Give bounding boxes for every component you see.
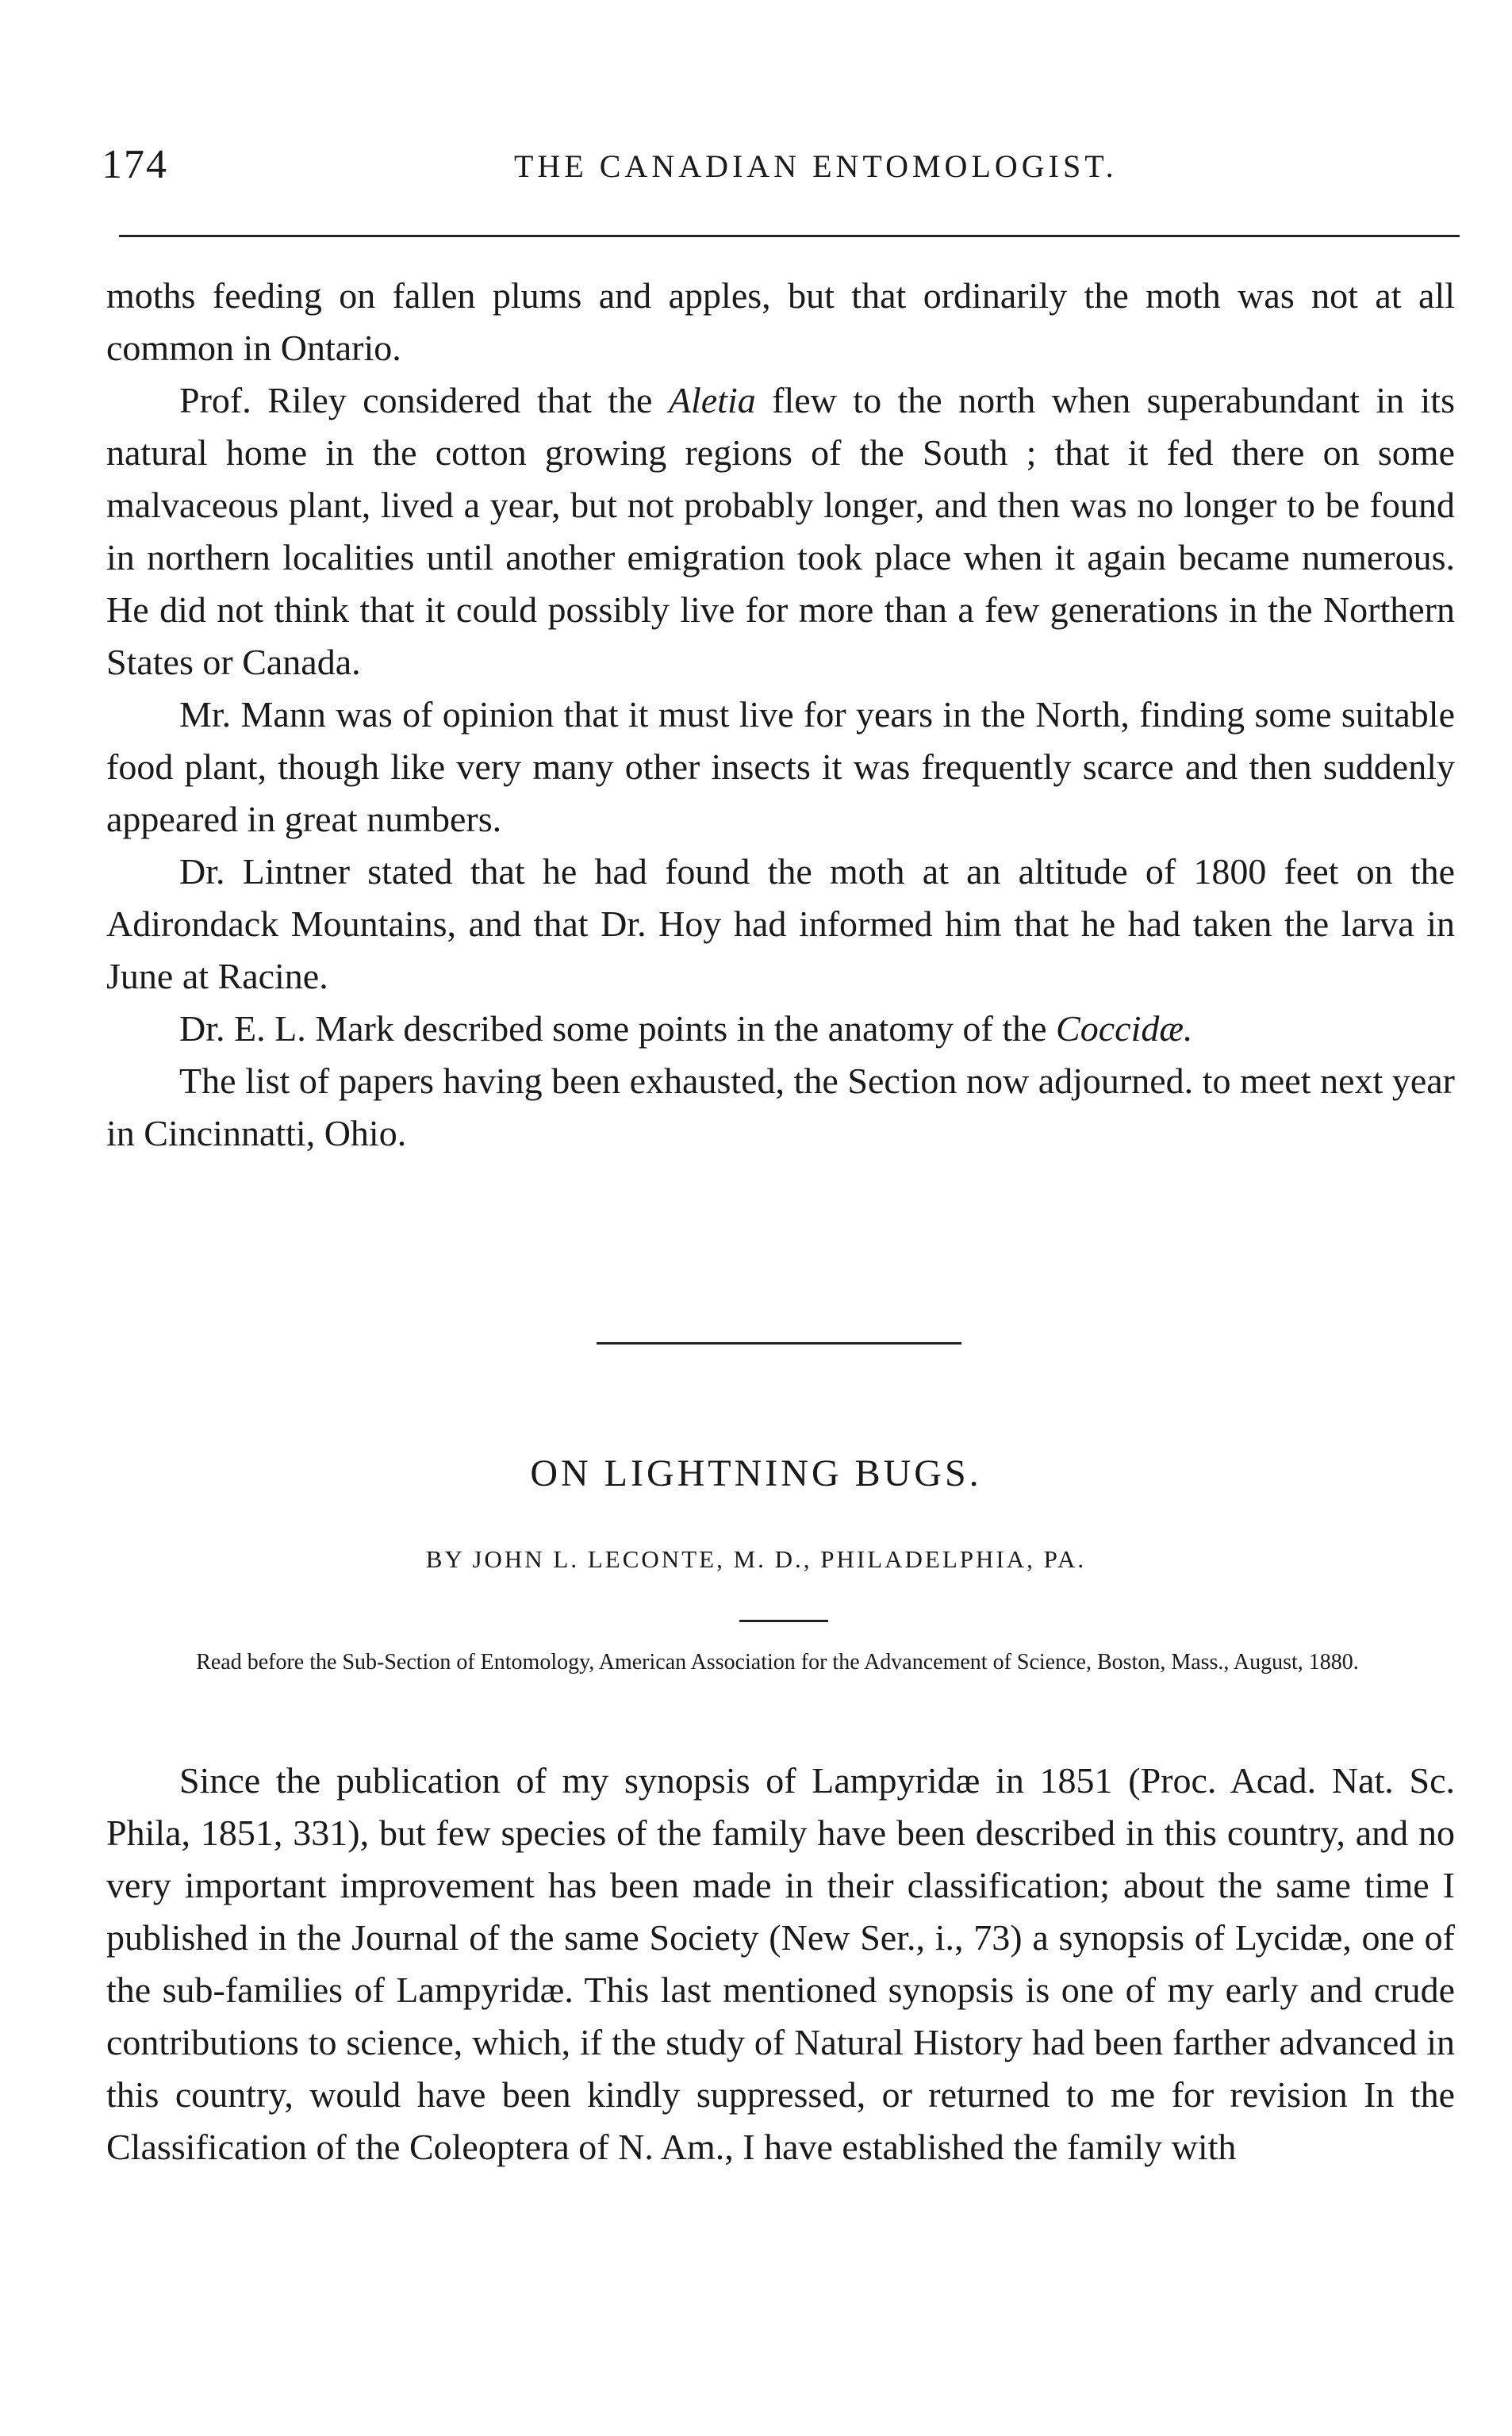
italic-term: Coccidæ. — [1056, 1008, 1193, 1049]
page-header — [102, 141, 1450, 197]
article-body — [106, 1755, 1455, 2173]
page-number: 174 — [102, 142, 168, 187]
paragraph — [106, 1003, 1455, 1055]
article-byline: BY JOHN L. LECONTE, M. D., PHILADELPHIA, PA. — [425, 1545, 1087, 1573]
paragraph: Dr. Lintner stated that he had found the moth at an altitude of 1800 feet on the Adirondack Mountains, and that Dr. Hoy had informed him that he had taken the larva in June at Racine. — [106, 851, 1455, 996]
paragraph: The list of papers having been exhausted, the Section now adjourned. to meet next year in Cincinnatti, Ohio. — [106, 1061, 1455, 1153]
italic-term: Aletia — [668, 380, 756, 420]
header-rule — [119, 235, 1460, 237]
paragraph — [106, 374, 1455, 689]
meeting-report-continuation — [106, 270, 1455, 1160]
text-run: flew to the north when superabundant in its natural home in the cotton growing regions of the South ; that it fed there on some malvaceous plant, lived a year, but not probably longer, and then was no longer to be found in northern localities until another emigration took place when it again became numerous. He did not think that it could possibly live for more than a few generations in the Northern States or Canada. — [106, 380, 1455, 682]
article-note: Read before the Sub-Section of Entomology, American Association for the Advancement of Science, Boston, Mass., August, 1880. — [196, 1650, 1359, 1675]
article-title: ON LIGHTNING BUGS. — [530, 1452, 982, 1494]
text-run: Dr. E. L. Mark described some points in the anatomy of the — [179, 1008, 1057, 1049]
short-rule — [739, 1620, 828, 1622]
paragraph: Since the publication of my synopsis of Lampyridæ in 1851 (Proc. Acad. Nat. Sc. Phila, 1851, 331), but few species of the family have been described in this country, and no very important improvement has been made in their classification; about the same time I published in the Journal of the same Society (New Ser., i., 73) a synopsis of Lycidæ, one of the sub-families of Lampyridæ. This last mentioned synopsis is one of my early and crude contributions to science, which, if the study of Natural History had been farther advanced in this country, would have been kindly suppressed, or returned to me for revision In the Classification of the Coleoptera of N. Am., I have established the family with — [106, 1760, 1455, 2167]
text-run: Prof. Riley considered that the — [179, 380, 669, 420]
section-divider — [597, 1342, 961, 1345]
paragraph: moths feeding on fallen plums and apples, but that ordinarily the moth was not at all common in Ontario. — [106, 275, 1455, 368]
running-title: THE CANADIAN ENTOMOLOGIST. — [514, 148, 1118, 184]
paragraph: Mr. Mann was of opinion that it must live for years in the North, finding some suitable food plant, though like very many other insects it was frequently scarce and then suddenly appeared in great numbers. — [106, 694, 1455, 839]
